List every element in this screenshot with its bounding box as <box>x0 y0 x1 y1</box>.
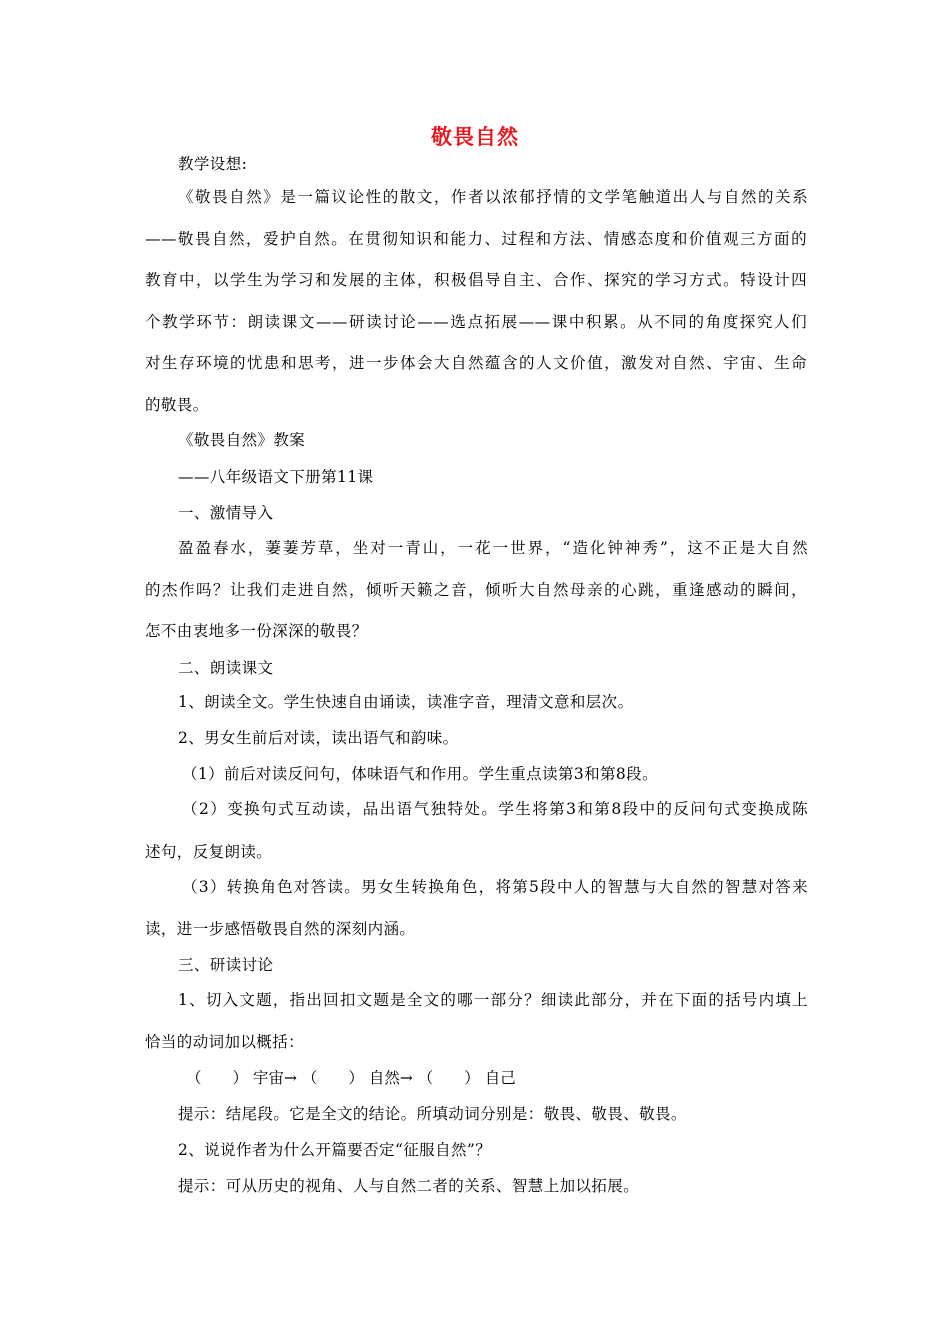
paragraph-line: 怎不由衷地多一份深深的敬畏？ <box>145 622 368 640</box>
paragraph-line: ——敬畏自然，爱护自然。在贯彻知识和能力、过程和方法、情感态度和价值观三方面的 <box>145 230 807 248</box>
sub-list-item: （3）转换角色对答读。男女生转换角色，将第5段中人的智慧与大自然的智慧对答来 <box>182 878 808 896</box>
list-item: 2、男女生前后对读，读出语气和韵味。 <box>178 729 459 747</box>
paragraph-line: 盈盈春水，萋萋芳草，坐对一青山，一花一世界，“造化钟神秀”，这不正是大自然 <box>178 539 808 557</box>
paragraph-line: 读，进一步感悟敬畏自然的深刻内涵。 <box>145 920 416 938</box>
blank-parentheses: （ ） <box>301 1069 364 1087</box>
blank-parentheses: （ ） <box>186 1069 249 1087</box>
list-item: 1、切入文题，指出回扣文题是全文的哪一部分？细读此部分，并在下面的括号内填上 <box>178 991 808 1009</box>
sub-list-item: （1）前后对读反问句，体味语气和作用。学生重点读第3和第8段。 <box>182 765 658 783</box>
lesson-plan-subtitle: ——八年级语文下册第11课 <box>178 468 374 486</box>
list-item: 2、说说作者为什么开篇要否定“征服自然”？ <box>178 1141 492 1159</box>
section-heading-3: 三、研读讨论 <box>178 956 274 974</box>
paragraph-line: 述句，反复朗读。 <box>145 843 273 861</box>
hint-line: 提示：结尾段。它是全文的结论。所填动词分别是：敬畏、敬畏、敬畏。 <box>178 1105 687 1123</box>
paragraph-line: 的杰作吗？让我们走进自然，倾听天籁之音，倾听大自然母亲的心跳，重逢感动的瞬间， <box>145 581 807 599</box>
section-heading-1: 一、激情导入 <box>178 504 274 522</box>
paragraph-line: 教育中，以学生为学习和发展的主体，积极倡导自主、合作、探究的学习方式。特设计四 <box>145 271 807 289</box>
fill-word: 宇宙→ <box>252 1069 297 1087</box>
document-title: 敬畏自然 <box>431 125 519 149</box>
fill-in-blanks-row <box>186 1067 516 1089</box>
fill-word: 自然→ <box>368 1069 413 1087</box>
paragraph-line: 恰当的动词加以概括： <box>145 1033 305 1051</box>
sub-list-item: （2）变换句式互动读，品出语气独特处。学生将第3和第8段中的反问句式变换成陈 <box>182 800 808 818</box>
section-heading-2: 二、朗读课文 <box>178 659 274 677</box>
paragraph-line: 个教学环节：朗读课文——研读讨论——选点拓展——课中积累。从不同的角度探究人们 <box>145 313 807 331</box>
paragraph-line: 的敬畏。 <box>145 396 209 414</box>
blank-parentheses: （ ） <box>417 1069 480 1087</box>
paragraph-line: 《敬畏自然》是一篇议论性的散文，作者以浓郁抒情的文学笔触道出人与自然的关系 <box>178 188 808 206</box>
list-item: 1、朗读全文。学生快速自由诵读，读准字音，理清文意和层次。 <box>178 693 634 711</box>
paragraph-line: 对生存环境的忧患和思考，进一步体会大自然蕴含的人文价值，激发对自然、宇宙、生命 <box>145 354 807 372</box>
lesson-plan-title: 《敬畏自然》教案 <box>178 431 306 449</box>
hint-line: 提示：可从历史的视角、人与自然二者的关系、智慧上加以拓展。 <box>178 1177 640 1195</box>
fill-word: 自己 <box>484 1069 516 1087</box>
section-label-teaching-idea: 教学设想: <box>178 155 248 173</box>
